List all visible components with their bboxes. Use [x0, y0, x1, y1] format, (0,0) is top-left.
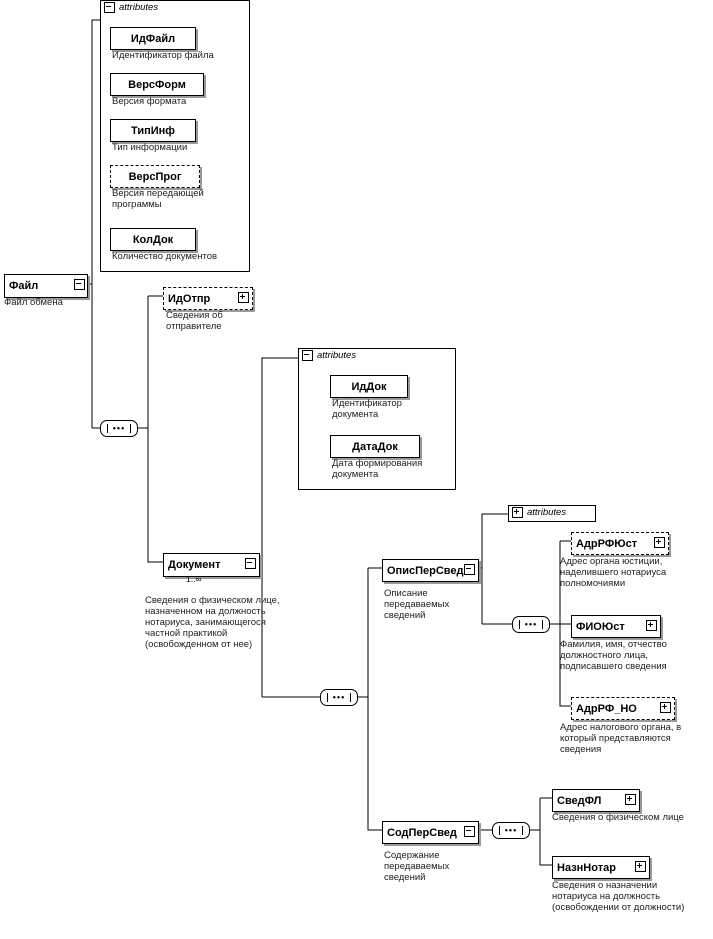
minus-box-icon[interactable]: [302, 350, 313, 361]
caption-document: Сведения о физическом лице, назначенном на должность нотариуса, занимающегося частной практикой (освобожденном от нее): [145, 595, 280, 650]
attributes-header[interactable]: attributes: [101, 1, 249, 14]
attribute-caption-tipinf: Тип информации: [112, 142, 188, 153]
plus-box-icon[interactable]: [660, 702, 671, 713]
attributes-group-opispersved[interactable]: [508, 505, 596, 522]
attribute-caption-versprog: Версия передающей программы: [112, 188, 204, 210]
sequence-node-sodpersved[interactable]: •••: [492, 822, 530, 839]
attributes-header-document[interactable]: attributes: [299, 349, 455, 362]
attribute-caption-idfile: Идентификатор файла: [112, 50, 214, 61]
sequence-node-opispersved[interactable]: •••: [512, 616, 550, 633]
caption-svedfl: Сведения о физическом лице: [552, 812, 684, 823]
plus-box-icon[interactable]: [646, 620, 657, 631]
plus-box-icon[interactable]: [635, 861, 646, 872]
attribute-node-idfile[interactable]: ИдФайл: [110, 27, 196, 50]
attribute-caption-datadok: Дата формирования документа: [332, 458, 423, 480]
attribute-node-koldok[interactable]: КолДок: [110, 228, 196, 251]
node-svedfl[interactable]: СведФЛ: [552, 789, 640, 812]
node-idotpr[interactable]: ИдОтпр: [163, 287, 253, 310]
caption-idotpr: Сведения об отправителе: [166, 310, 223, 332]
sequence-node-file[interactable]: •••: [100, 420, 138, 437]
node-file-root[interactable]: Файл: [4, 274, 88, 298]
attribute-caption-versform: Версия формата: [112, 96, 187, 107]
caption-adrrfyust: Адрес органа юстиции, наделившего нотариуса полномочиями: [560, 556, 667, 589]
attribute-node-tipinf[interactable]: ТипИнф: [110, 119, 196, 142]
attribute-node-datadok[interactable]: ДатаДок: [330, 435, 420, 458]
attribute-node-iddok[interactable]: ИдДок: [330, 375, 408, 398]
caption-fioyust: Фамилия, имя, отчество должностного лица, подписавшего сведения: [560, 639, 667, 672]
caption-file-root: Файл обмена: [4, 297, 63, 308]
caption-naznnotar: Сведения о назначении нотариуса на должность (освобождении от должности): [552, 880, 685, 913]
minus-box-icon[interactable]: [245, 558, 256, 569]
plus-box-icon[interactable]: [512, 507, 523, 518]
plus-box-icon[interactable]: [238, 292, 249, 303]
attribute-node-versprog[interactable]: ВерсПрог: [110, 165, 200, 188]
node-opispersved[interactable]: ОписПерСвед: [382, 559, 479, 582]
plus-box-icon[interactable]: [625, 794, 636, 805]
node-fioyust[interactable]: ФИОЮст: [571, 615, 661, 638]
sequence-node-document[interactable]: •••: [320, 689, 358, 706]
node-adrrfno[interactable]: АдрРФ_НО: [571, 697, 675, 720]
node-document[interactable]: Документ: [163, 553, 260, 577]
attribute-caption-iddok: Идентификатор документа: [332, 398, 402, 420]
node-sodpersved[interactable]: СодПерСвед: [382, 821, 479, 844]
occurrence-document: 1..∞: [186, 574, 202, 584]
node-adrrfyust[interactable]: АдрРФЮст: [571, 532, 669, 555]
attributes-header-opispersved[interactable]: attributes: [509, 506, 595, 519]
caption-adrrfno: Адрес налогового органа, в который представляются сведения: [560, 722, 682, 755]
minus-box-icon[interactable]: [464, 564, 475, 575]
caption-sodpersved: Содержание передаваемых сведений: [384, 850, 450, 883]
node-naznnotar[interactable]: НазнНотар: [552, 856, 650, 879]
minus-box-icon[interactable]: [74, 279, 85, 290]
caption-opispersved: Описание передаваемых сведений: [384, 588, 450, 621]
attribute-node-versform[interactable]: ВерсФорм: [110, 73, 204, 96]
minus-box-icon[interactable]: [104, 2, 115, 13]
plus-box-icon[interactable]: [654, 537, 665, 548]
minus-box-icon[interactable]: [464, 826, 475, 837]
attribute-caption-koldok: Количество документов: [112, 251, 218, 262]
